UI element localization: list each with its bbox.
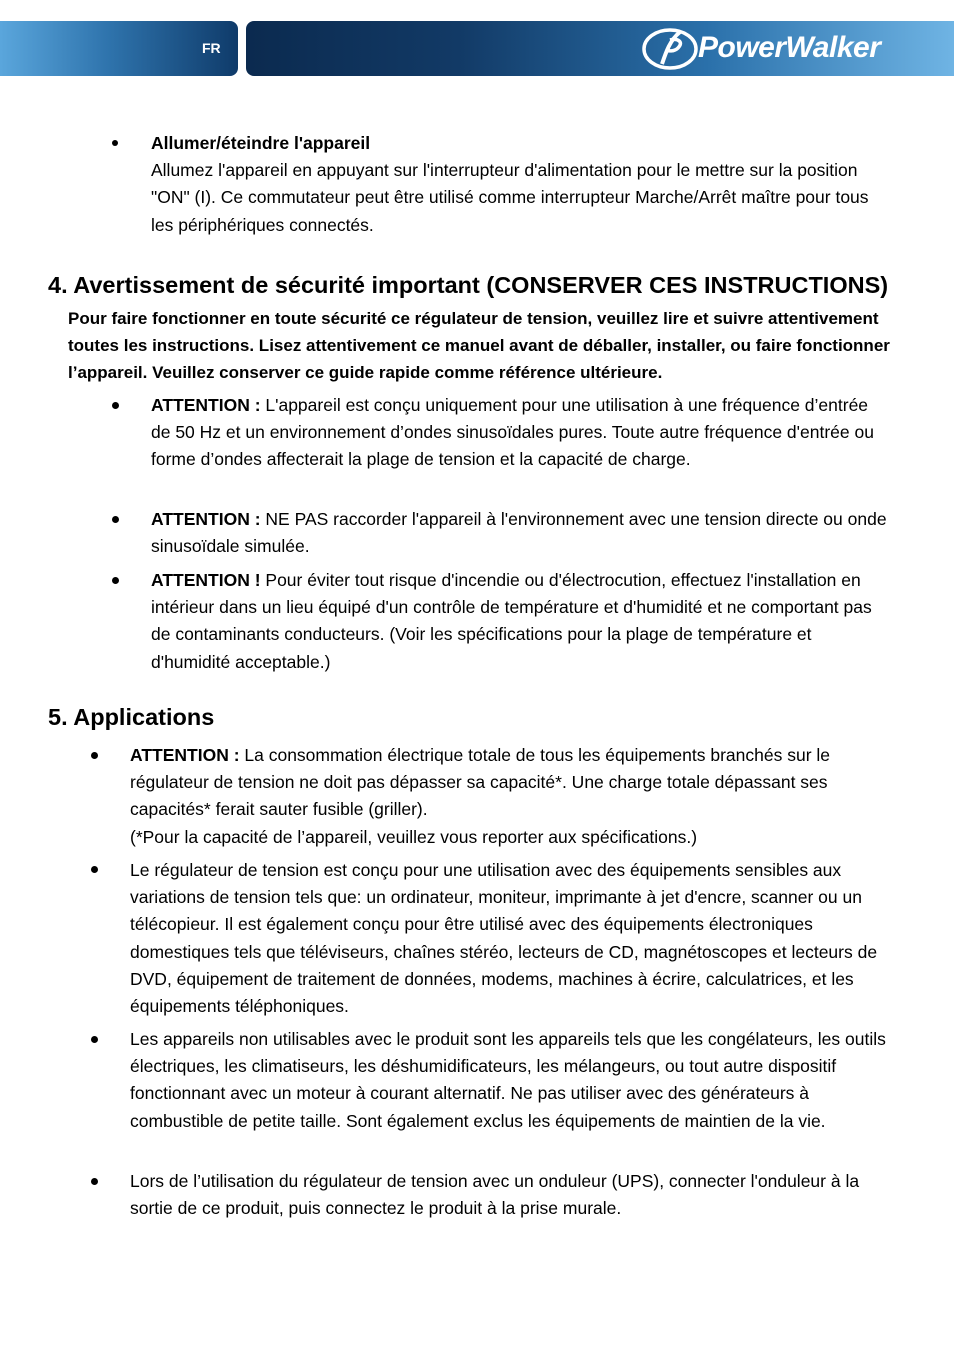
language-label: FR [202,40,221,56]
item-label: ATTENTION ! [151,570,261,590]
bullet-dot [91,752,98,759]
bullet-dot [112,516,119,523]
item-label: ATTENTION : [151,395,261,415]
header-lang-tab [0,21,238,76]
section4-intro: Pour faire fonctionner en toute sécurité ce régulateur de tension, veuillez lire et suivre attentivement toutes les instructions. Lisez attentivement ce manuel avant de déballer, installer, ou faire fonctionner l’appareil. Veuillez conserver ce guide rapide comme référence ultérieure. [68,309,890,383]
bullet-dot [91,1178,98,1185]
section4-heading: 4. Avertissement de sécurité important (CONSERVER CES INSTRUCTIONS) [48,272,889,298]
powerwalker-emblem-icon [640,26,700,72]
item-text: L'appareil est conçu uniquement pour une utilisation à une fréquence d’entrée de 50 Hz et un environnement d’ondes sinusoïdales pures. Toute autre fréquence d'entrée ou forme d’ondes affecterait la plage de tension et la capacité de charge. [151,395,874,470]
section5-item [130,1168,890,1222]
bullet-dot [91,866,98,873]
item-text: NE PAS raccorder l'appareil à l'environnement avec une tension directe ou onde sinusoïdale simulée. [151,509,887,557]
bullet-dot [112,402,119,409]
section5-item [130,1026,890,1135]
bullet-dot [112,140,118,146]
top-item [151,130,891,239]
item-text: La consommation électrique totale de tous les équipements branchés sur le régulateur de tension ne doit pas dépasser sa capacité*. Une charge totale dépassant ses capacités* ferait sauter fusible (griller). [130,745,831,820]
bullet-dot [91,1036,98,1043]
item-label: ATTENTION : [151,509,261,529]
bullet-dot [112,577,119,584]
item-text: Pour éviter tout risque d'incendie ou d'électrocution, effectuez l'installation en intérieur dans un lieu équipé d'un contrôle de température et d'humidité et ne comportant pas de contaminants conducteurs. (Voir les spécifications pour la plage de température et d'humidité acceptable.) [151,570,872,672]
brand-wordmark: PowerWalker [698,31,881,64]
item-text: Lors de l’utilisation du régulateur de tension avec un onduleur (UPS), connecter l'onduleur à la sortie de ce produit, puis connectez le produit à la prise murale. [130,1171,860,1219]
brand-logo [640,26,940,72]
top-item-body: Allumez l'appareil en appuyant sur l'interrupteur d'alimentation pour le mettre sur la position "ON" (I). Ce commutateur peut être utilisé comme interrupteur Marche/Arrêt maître pour tous les périphériques connectés. [151,160,869,235]
item-note: (*Pour la capacité de l’appareil, veuillez vous reporter aux spécifications.) [130,826,698,847]
section5-heading: 5. Applications [48,704,215,730]
section5-item [130,742,890,851]
section4-item [151,506,891,560]
top-item-title: Allumer/éteindre l'appareil [151,133,371,153]
item-text: Les appareils non utilisables avec le produit sont les appareils tels que les congélateurs, les outils électriques, les climatiseurs, les déshumidificateurs, les mélangeurs, ou tout autre dispositif fonctionnant avec un moteur à courant alternatif. Ne pas utiliser avec des générateurs à combustible de petite taille. Sont également exclus les équipements de maintien de la vie. [130,1029,886,1131]
item-label: ATTENTION : [130,745,240,765]
item-text: Le régulateur de tension est conçu pour une utilisation avec des équipements sensibles aux variations de tension tels que: un ordinateur, moniteur, imprimante à jet d'encre, scanner ou un télécopieur. Il est également conçu pour être utilisé avec des équipements électroniques domestiques tels que téléviseurs, chaînes stéréo, lecteurs de CD, magnétoscopes et lecteurs de DVD, équipement de traitement de données, modems, machines à écrire, calculatrices, et les équipements téléphoniques. [130,860,878,1017]
section5-item [130,857,890,1020]
section4-item [151,567,891,676]
section4-item [151,392,891,474]
